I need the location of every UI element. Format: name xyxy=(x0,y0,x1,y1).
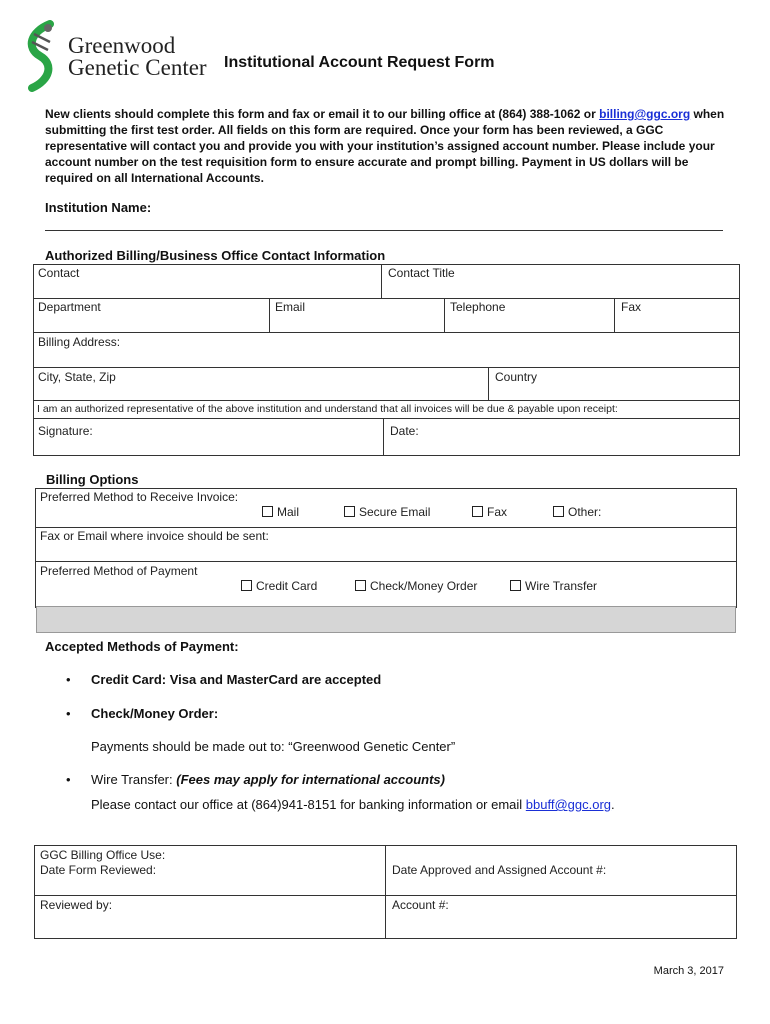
department-field[interactable]: Department xyxy=(38,300,101,314)
divider xyxy=(35,561,737,562)
date-form-reviewed-field[interactable]: Date Form Reviewed: xyxy=(40,863,157,877)
institution-name-label: Institution Name: xyxy=(45,200,152,215)
divider xyxy=(33,367,740,368)
divider xyxy=(385,845,737,846)
invoice-option-mail[interactable]: Mail xyxy=(262,505,299,519)
bullet-icon: • xyxy=(66,772,71,787)
billing-address-field[interactable]: Billing Address: xyxy=(38,335,121,349)
payment-option-wire[interactable]: Wire Transfer xyxy=(510,579,597,593)
shaded-separator xyxy=(36,606,736,633)
checkbox-icon[interactable] xyxy=(510,580,521,591)
institution-name-field[interactable] xyxy=(45,230,723,231)
wire-contact-info: Please contact our office at (864)941-8151 for banking information or email bbuff@ggc.org. xyxy=(91,797,615,812)
bullet-icon: • xyxy=(66,706,71,721)
invoice-option-fax[interactable]: Fax xyxy=(472,505,507,519)
credit-card-info: Credit Card: Visa and MasterCard are accepted xyxy=(91,672,382,687)
payment-option-check[interactable]: Check/Money Order xyxy=(355,579,477,593)
intro-paragraph: New clients should complete this form and fax or email it to our billing office at (864) 388-1062 or billing@ggc.org when submitting the first test order. All fields on this form are required. Once your form has been reviewed, a GGC representative will contact you and provide you with your institution’s assigned account number. Please include your account number on the test requisition form to ensure accurate and prompt billing. Payment in US dollars will be required on all International Accounts. xyxy=(45,107,725,185)
wire-info: Wire Transfer: (Fees may apply for international accounts) xyxy=(91,772,445,787)
divider xyxy=(35,527,737,528)
preferred-invoice-label: Preferred Method to Receive Invoice: xyxy=(40,490,239,504)
payment-method-label: Preferred Method of Payment xyxy=(40,564,198,578)
divider xyxy=(33,332,740,333)
billing-email-link[interactable]: billing@ggc.org xyxy=(599,107,691,121)
divider xyxy=(614,298,615,332)
checkbox-icon[interactable] xyxy=(472,506,483,517)
page-title: Institutional Account Request Form xyxy=(224,54,495,71)
authorization-statement: I am an authorized representative of the above institution and understand that all invoices will be due & payable upon receipt: xyxy=(37,403,618,415)
divider xyxy=(269,298,270,332)
billing-contact-box xyxy=(33,264,740,456)
divider xyxy=(381,264,382,298)
wire-fee-note: (Fees may apply for international accounts) xyxy=(176,772,445,787)
date-field[interactable]: Date: xyxy=(390,424,419,438)
footer-date: March 3, 2017 xyxy=(653,965,724,977)
divider xyxy=(33,418,740,419)
reviewed-by-field[interactable]: Reviewed by: xyxy=(40,898,113,912)
divider xyxy=(488,367,489,400)
logo-line-1: Greenwood xyxy=(68,33,176,58)
billing-contact-title: Authorized Billing/Business Office Contact Information xyxy=(45,248,386,263)
bullet-icon: • xyxy=(66,672,71,687)
fax-field[interactable]: Fax xyxy=(621,300,642,314)
divider xyxy=(383,418,384,456)
city-state-zip-field[interactable]: City, State, Zip xyxy=(38,370,116,384)
logo-wordmark xyxy=(68,35,207,79)
telephone-field[interactable]: Telephone xyxy=(450,300,506,314)
invoice-option-other[interactable]: Other: xyxy=(553,505,601,519)
check-info-label: Check/Money Order: xyxy=(91,706,219,721)
logo-line-2: Genetic Center xyxy=(68,55,207,80)
checkbox-icon[interactable] xyxy=(262,506,273,517)
checkbox-icon[interactable] xyxy=(355,580,366,591)
contact-title-field[interactable]: Contact Title xyxy=(388,266,455,280)
account-number-field[interactable]: Account #: xyxy=(392,898,449,912)
divider xyxy=(385,845,386,939)
office-use-title: GGC Billing Office Use: xyxy=(40,848,166,862)
divider xyxy=(444,298,445,332)
payment-option-credit-card[interactable]: Credit Card xyxy=(241,579,317,593)
billing-options-title: Billing Options xyxy=(46,472,139,487)
email-field[interactable]: Email xyxy=(275,300,306,314)
bbuff-email-link[interactable]: bbuff@ggc.org xyxy=(525,797,612,812)
accepted-payment-title: Accepted Methods of Payment: xyxy=(45,639,239,654)
date-approved-field[interactable]: Date Approved and Assigned Account #: xyxy=(392,863,607,877)
invoice-destination-field[interactable]: Fax or Email where invoice should be sent: xyxy=(40,529,269,543)
checkbox-icon[interactable] xyxy=(344,506,355,517)
signature-field[interactable]: Signature: xyxy=(38,424,93,438)
divider xyxy=(33,298,740,299)
check-info-detail: Payments should be made out to: “Greenwood Genetic Center” xyxy=(91,739,456,754)
checkbox-icon[interactable] xyxy=(553,506,564,517)
invoice-option-secure-email[interactable]: Secure Email xyxy=(344,505,430,519)
contact-field[interactable]: Contact xyxy=(38,266,80,280)
checkbox-icon[interactable] xyxy=(241,580,252,591)
country-field[interactable]: Country xyxy=(495,370,538,384)
divider xyxy=(33,400,740,401)
